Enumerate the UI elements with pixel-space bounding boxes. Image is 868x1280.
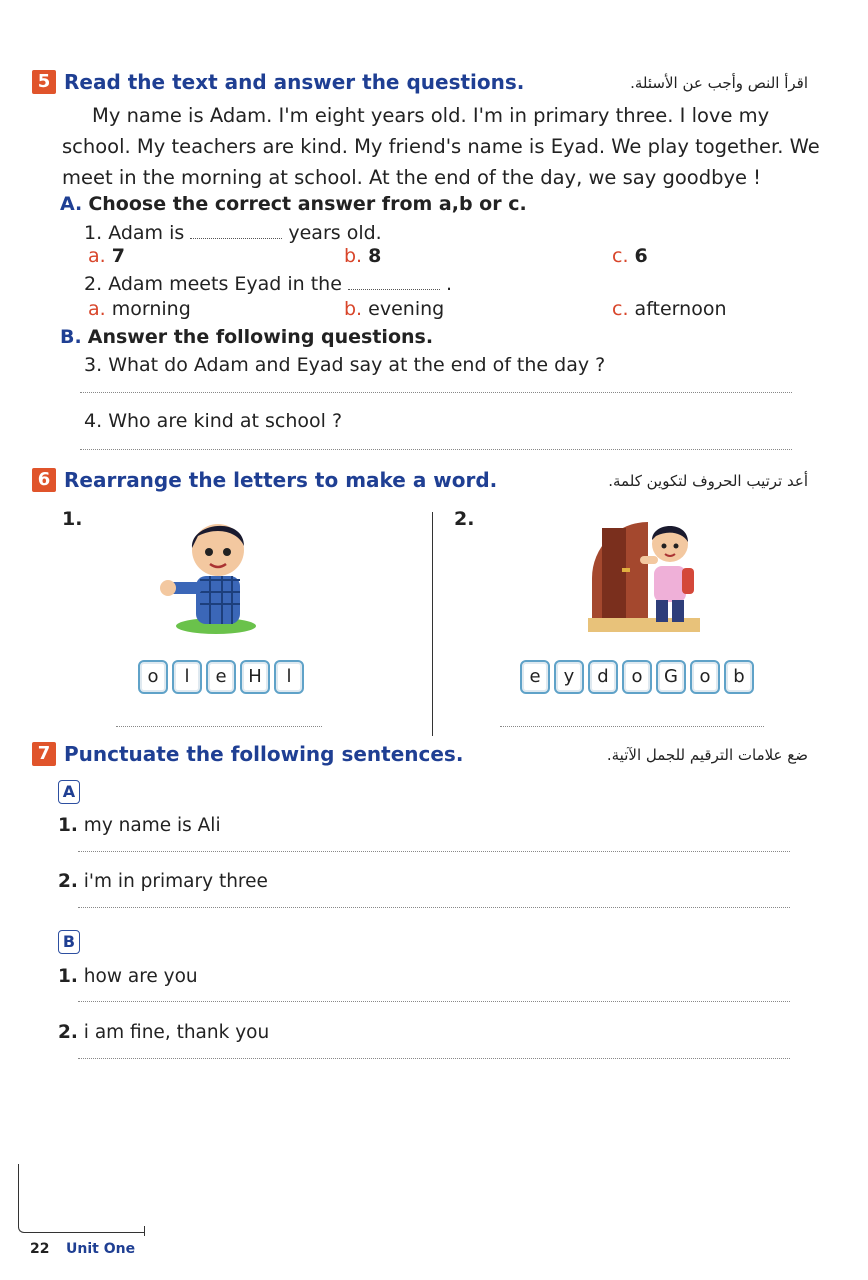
letter-tile[interactable]: o — [138, 660, 168, 694]
item-1-answer-line[interactable] — [116, 726, 322, 727]
group-b-sentence-2-number: 2. — [58, 1022, 78, 1043]
boy-at-door-illustration — [588, 508, 700, 632]
group-b-sentence-1-number: 1. — [58, 966, 78, 987]
section-7-arabic: ضع علامات الترقيم للجمل الآتية. — [606, 746, 808, 764]
item-2-number: 2. — [454, 508, 475, 530]
section-6-title: Rearrange the letters to make a word. — [64, 468, 498, 492]
question-2-number: 2. — [84, 273, 103, 295]
q2-option-b[interactable] — [344, 298, 444, 320]
letter-tile[interactable]: b — [724, 660, 754, 694]
footer-bracket — [18, 1164, 145, 1233]
part-a-heading — [60, 193, 527, 215]
group-a-sentence-1-answer-line[interactable] — [78, 851, 790, 852]
passage-line-3: meet in the morning at school. At the end of the day, we say goodbye ! — [62, 166, 762, 189]
question-1-blank[interactable] — [190, 234, 282, 239]
q2-option-c-letter: c. — [612, 298, 629, 320]
item-1-number: 1. — [62, 508, 83, 530]
question-2 — [84, 273, 452, 295]
letter-tile[interactable]: o — [622, 660, 652, 694]
letter-tile[interactable]: l — [172, 660, 202, 694]
question-2-before: Adam meets Eyad in the — [108, 273, 342, 295]
group-b-sentence-2-text: i am fine, thank you — [83, 1022, 270, 1043]
group-b-sentence-1-answer-line[interactable] — [78, 1001, 790, 1002]
q2-option-c-text: afternoon — [634, 298, 727, 320]
section-5-number: 5 — [32, 70, 56, 94]
question-3-text: What do Adam and Eyad say at the end of the day ? — [108, 354, 606, 376]
q1-option-c[interactable] — [612, 245, 648, 267]
letter-tile[interactable]: y — [554, 660, 584, 694]
q1-option-b-text: 8 — [368, 245, 382, 267]
group-b-sentence-1 — [58, 966, 198, 987]
group-b-sentence-2-answer-line[interactable] — [78, 1058, 790, 1059]
q2-option-a-letter: a. — [88, 298, 106, 320]
question-1-number: 1. — [84, 222, 103, 244]
question-1-after: years old. — [288, 222, 382, 244]
group-a-sentence-2-number: 2. — [58, 871, 78, 892]
group-b-label: B — [58, 930, 80, 954]
group-a-label: A — [58, 780, 80, 804]
q1-option-b-letter: b. — [344, 245, 363, 267]
q2-option-c[interactable] — [612, 298, 727, 320]
group-a-sentence-2-answer-line[interactable] — [78, 907, 790, 908]
section-7-number: 7 — [32, 742, 56, 766]
section-5-arabic: اقرأ النص وأجب عن الأسئلة. — [630, 74, 808, 92]
group-a-sentence-1-text: my name is Ali — [83, 815, 221, 836]
page-number: 22 — [30, 1241, 50, 1257]
letter-tile[interactable]: e — [520, 660, 550, 694]
question-3-number: 3. — [84, 354, 103, 376]
passage-line-2: school. My teachers are kind. My friend's name is Eyad. We play together. We — [62, 135, 820, 158]
column-divider — [432, 512, 433, 736]
q1-option-c-text: 6 — [634, 245, 648, 267]
question-3-answer-line[interactable] — [80, 392, 792, 393]
q1-option-a-letter: a. — [88, 245, 106, 267]
part-b-text: Answer the following questions. — [87, 326, 434, 348]
section-6-number: 6 — [32, 468, 56, 492]
q1-option-a-text: 7 — [111, 245, 125, 267]
group-a-sentence-2-text: i'm in primary three — [83, 871, 268, 892]
q1-option-b[interactable] — [344, 245, 381, 267]
item-2-letter-tiles — [520, 660, 754, 694]
question-2-after: . — [446, 273, 453, 295]
letter-tile[interactable]: e — [206, 660, 236, 694]
question-3 — [84, 354, 605, 376]
section-7-title: Punctuate the following sentences. — [64, 742, 464, 766]
question-1-before: Adam is — [108, 222, 185, 244]
group-b-sentence-2 — [58, 1022, 269, 1043]
group-a-sentence-1-number: 1. — [58, 815, 78, 836]
q2-option-b-letter: b. — [344, 298, 363, 320]
item-2-answer-line[interactable] — [500, 726, 764, 727]
group-a-sentence-1 — [58, 815, 221, 836]
footer-bracket-tick — [144, 1226, 145, 1236]
q1-option-a[interactable] — [88, 245, 125, 267]
section-6-arabic: أعد ترتيب الحروف لتكوين كلمة. — [608, 472, 808, 490]
question-4-text: Who are kind at school ? — [108, 410, 343, 432]
part-a-label: A. — [60, 193, 83, 215]
letter-tile[interactable]: d — [588, 660, 618, 694]
letter-tile[interactable]: l — [274, 660, 304, 694]
q2-option-a[interactable] — [88, 298, 191, 320]
group-b-sentence-1-text: how are you — [83, 966, 198, 987]
group-a-sentence-2 — [58, 871, 268, 892]
letter-tile[interactable]: G — [656, 660, 686, 694]
question-4-number: 4. — [84, 410, 103, 432]
question-1 — [84, 222, 382, 244]
q2-option-b-text: evening — [368, 298, 445, 320]
part-a-text: Choose the correct answer from a,b or c. — [88, 193, 527, 215]
q2-option-a-text: morning — [111, 298, 191, 320]
unit-name: Unit One — [66, 1241, 136, 1257]
letter-tile[interactable]: o — [690, 660, 720, 694]
part-b-label: B. — [60, 326, 82, 348]
boy-waving-illustration — [158, 506, 268, 636]
question-4 — [84, 410, 342, 432]
q1-option-c-letter: c. — [612, 245, 629, 267]
question-4-answer-line[interactable] — [80, 449, 792, 450]
letter-tile[interactable]: H — [240, 660, 270, 694]
part-b-heading — [60, 326, 433, 348]
question-2-blank[interactable] — [348, 285, 440, 290]
passage-line-1: My name is Adam. I'm eight years old. I'm in primary three. I love my — [92, 104, 770, 127]
section-5-title: Read the text and answer the questions. — [64, 70, 525, 94]
item-1-letter-tiles — [138, 660, 304, 694]
